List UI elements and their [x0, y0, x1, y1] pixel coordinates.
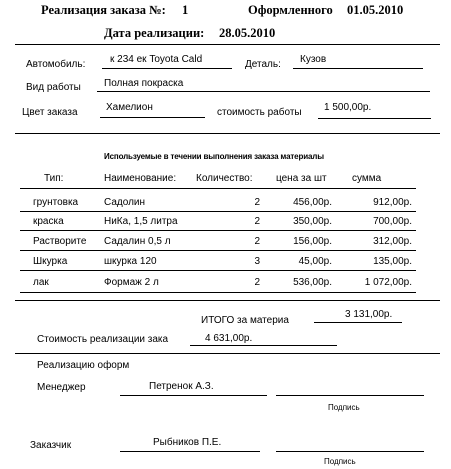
row-1-rule [20, 211, 416, 212]
materials-total-value: 3 131,00р. [345, 309, 393, 320]
realization-date: 28.05.2010 [219, 26, 276, 40]
order-number: 1 [182, 3, 189, 17]
signatures-divider [15, 353, 440, 354]
manager-signature-caption: Подпись [328, 403, 360, 412]
car-label: Автомобиль: [26, 59, 86, 70]
row-3-price: 156,00р. [293, 236, 332, 247]
row-1-name: Садолин [104, 197, 146, 208]
row-2-qty: 2 [254, 216, 260, 227]
row-2-price: 350,00р. [293, 216, 332, 227]
part-underline [293, 68, 423, 69]
car-value: к 234 ек Toyota Cald [110, 54, 203, 65]
materials-title: Используемые в течении выполнения заказа материалы [104, 152, 324, 161]
customer-signature-line [276, 451, 424, 452]
row-4-qty: 3 [254, 256, 260, 267]
work-type-value: Полная покраска [104, 78, 184, 89]
row-3-name: Садалин 0,5 л [104, 236, 171, 247]
work-cost-underline [318, 118, 431, 119]
manager-label: Менеджер [37, 382, 86, 393]
issued-label: Оформленного [248, 3, 333, 17]
header-divider [15, 44, 440, 45]
row-4-rule [20, 270, 416, 271]
customer-signature-caption: Подпись [324, 457, 356, 466]
manager-signature-line [276, 395, 424, 396]
col-header-type: Тип: [44, 173, 64, 184]
materials-divider [15, 133, 440, 134]
work-type-label: Вид работы [26, 82, 81, 93]
row-5-type: лак [33, 277, 49, 288]
row-2-name: НиКа, 1,5 литра [104, 216, 178, 227]
manager-name: Петренок А.З. [149, 381, 214, 392]
row-5-sum: 1 072,00р. [364, 277, 412, 288]
order-number-label: Реализация заказа №: [41, 3, 166, 17]
row-4-type: Шкурка [33, 256, 68, 267]
customer-name: Рыбников П.Е. [153, 437, 222, 448]
row-4-price: 45,00р. [298, 256, 332, 267]
materials-total-underline [314, 322, 402, 323]
row-5-price: 536,00р. [293, 277, 332, 288]
col-header-sum: сумма [352, 173, 382, 184]
row-5-rule [20, 292, 416, 293]
manager-name-underline [120, 395, 267, 396]
color-value: Хамелион [106, 102, 153, 113]
work-cost-value: 1 500,00р. [324, 102, 372, 113]
realization-cost-underline [190, 345, 337, 346]
row-1-price: 456,00р. [293, 197, 332, 208]
col-header-price: цена за шт [276, 173, 327, 184]
part-label: Деталь: [245, 59, 281, 70]
work-cost-label: стоимость работы [217, 107, 302, 118]
car-underline [102, 68, 232, 69]
col-header-name: Наименование: [104, 173, 177, 184]
row-3-qty: 2 [254, 236, 260, 247]
part-value: Кузов [300, 54, 327, 65]
issued-by-label: Реализацию оформ [37, 360, 130, 371]
color-underline [100, 117, 205, 118]
row-1-sum: 912,00р. [373, 197, 412, 208]
row-5-name: Формаж 2 л [104, 277, 159, 288]
realization-date-label: Дата реализации: [104, 26, 205, 40]
issued-date: 01.05.2010 [347, 3, 404, 17]
materials-total-label: ИТОГО за материа [201, 315, 289, 326]
row-3-sum: 312,00р. [373, 236, 412, 247]
work-type-underline [97, 91, 430, 92]
totals-divider [15, 300, 440, 301]
col-header-qty: Количество: [196, 173, 253, 184]
row-4-name: шкурка 120 [104, 256, 157, 267]
realization-cost-value: 4 631,00р. [205, 333, 253, 344]
table-header-rule [20, 188, 416, 189]
row-3-rule [20, 250, 416, 251]
row-5-qty: 2 [254, 277, 260, 288]
row-2-sum: 700,00р. [373, 216, 412, 227]
row-1-type: грунтовка [33, 197, 79, 208]
realization-cost-label: Стоимость реализации зака [37, 334, 169, 345]
row-1-qty: 2 [254, 197, 260, 208]
customer-label: Заказчик [30, 440, 72, 451]
color-label: Цвет заказа [22, 107, 78, 118]
row-2-rule [20, 230, 416, 231]
row-3-type: Растворите [33, 236, 87, 247]
customer-name-underline [120, 451, 260, 452]
row-2-type: краска [33, 216, 64, 227]
row-4-sum: 135,00р. [373, 256, 412, 267]
